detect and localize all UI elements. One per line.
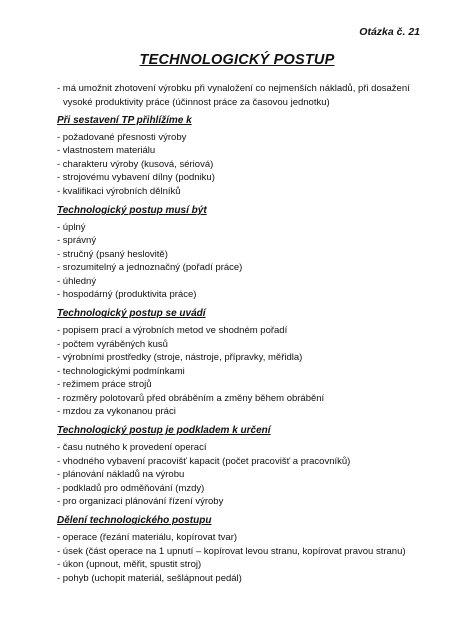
section-spacer [57,301,427,305]
document-body [57,82,427,589]
list-item: - kvalifikaci výrobních dělníků [57,185,181,197]
list-item: - pro organizaci plánování řízení výroby [57,495,224,507]
section [57,514,427,589]
list-item: - požadované přesnosti výroby [57,132,187,143]
section [57,114,427,202]
list-item: - charakteru výroby (kusová, sériová) [57,158,214,170]
list-item: - úhledný [57,275,97,287]
section-heading: Dělení technologického postupu [57,515,212,527]
list-item: - počtem vyráběných kusů [57,338,168,350]
section-heading: Technologický postup je podkladem k určení [57,425,271,437]
list-item: - podkladů pro odměňování (mzdy) [57,482,205,494]
list-item: - úkon (upnout, měřit, spustit stroj) [57,559,202,571]
intro-paragraph [57,82,427,109]
list-item: - vhodného vybavení pracovišť kapacit (počet pracovišť a pracovníků) [57,455,351,467]
intro-line-1: - má umožnit zhotovení výrobku při vynaložení co nejmenších nákladů, při dosažení [57,83,410,94]
list-item: - strojovému vybavení dílny (podniku) [57,172,215,184]
list-item: - stručný (psaný heslovitě) [57,248,168,260]
section [57,424,427,512]
list-item: - technologickými podmínkami [57,365,185,377]
list-item: - vlastnostem materiálu [57,145,156,157]
page-title: TECHNOLOGICKÝ POSTUP [139,52,335,68]
section-spacer [57,585,427,589]
list-item: - srozumitelný a jednoznačný (pořadí práce) [57,262,243,274]
section-spacer [57,508,427,512]
list-item: - mzdou za vykonanou práci [57,405,176,417]
section-heading: Technologický postup se uvádí [57,308,206,320]
section [57,204,427,305]
list-item: - popisem prací a výrobních metod ve shodném pořadí [57,325,288,337]
list-item: - hospodárný (produktivita práce) [57,289,197,301]
sections-container [57,114,427,589]
list-item: - úsek (část operace na 1 upnutí – kopírovat levou stranu, kopírovat pravou stranu) [57,545,406,557]
section-heading: Při sestavení TP přihlížíme k [57,115,192,126]
list-item: - operace (řezání materiálu, kopírovat tvar) [57,532,238,544]
list-item: - úplný [57,222,86,234]
list-item: - pohyb (uchopit materiál, sešlápnout pedál) [57,572,242,584]
list-item: - výrobními prostředky (stroje, nástroje, přípravky, měřidla) [57,352,303,364]
section-heading: Technologický postup musí být [57,205,207,217]
intro-line-2: vysoké produktivity práce (účinnost práce za časovou jednotku) [63,96,330,108]
list-item: - času nutného k provedení operací [57,442,207,454]
list-item: - správný [57,235,97,247]
list-item: - rozměry polotovarů před obráběním a změny během obrábění [57,392,325,404]
section-spacer [57,198,427,202]
list-item: - režimem práce strojů [57,379,152,391]
section [57,307,427,422]
section-spacer [57,418,427,422]
list-item: - plánování nákladů na výrobu [57,469,185,481]
question-number: Otázka č. 21 [359,26,420,38]
